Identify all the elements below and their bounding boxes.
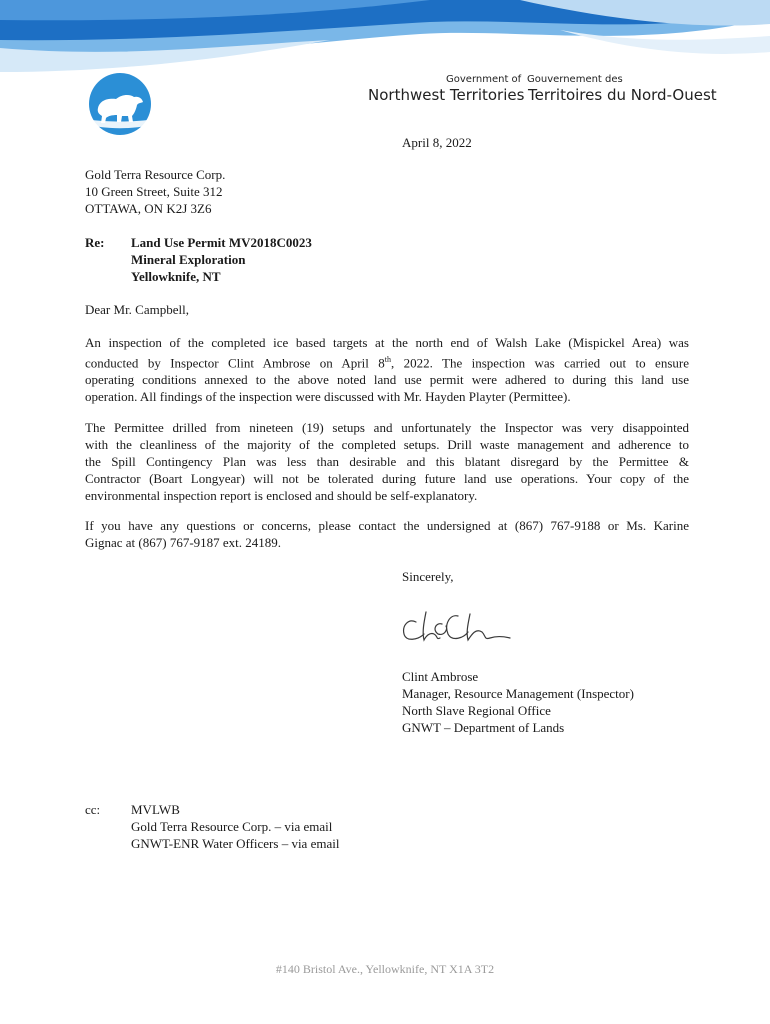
subject-line: Land Use Permit MV2018C0023 xyxy=(131,235,312,250)
paragraph-line: conducted by Inspector Clint Ambrose on April 8th, 2022. The inspection was carried out to ensure xyxy=(85,355,689,371)
footer-address: #140 Bristol Ave., Yellowknife, NT X1A 3T2 xyxy=(275,962,495,976)
handwritten-signature xyxy=(398,600,514,648)
recipient-line: OTTAWA, ON K2J 3Z6 xyxy=(85,201,212,216)
salutation: Dear Mr. Campbell, xyxy=(85,302,189,317)
signer-name: Clint Ambrose xyxy=(402,669,479,684)
paragraph-line: Gignac at (867) 767-9187 ext. 24189. xyxy=(85,535,282,550)
gouvernement-des-label: Gouvernement des xyxy=(527,74,623,85)
territoires-du-nord-ouest-label: Territoires du Nord-Ouest xyxy=(528,86,717,104)
subject-line: Mineral Exploration xyxy=(131,252,246,267)
cc-label: cc: xyxy=(85,802,101,817)
paragraph-contact xyxy=(85,517,689,551)
recipient-address xyxy=(85,166,225,217)
cc-item: GNWT-ENR Water Officers – via email xyxy=(131,836,340,851)
letter-date: April 8, 2022 xyxy=(402,135,472,150)
northwest-territories-label: Northwest Territories xyxy=(368,86,525,104)
signer-department: GNWT – Department of Lands xyxy=(402,720,565,735)
recipient-line: 10 Green Street, Suite 312 xyxy=(85,184,223,199)
paragraph-line: operation. All findings of the inspection were discussed with Mr. Hayden Playter (Permittee). xyxy=(85,389,571,405)
paragraph-findings xyxy=(85,419,689,504)
signer-office: North Slave Regional Office xyxy=(402,703,551,718)
paragraph-line: with the cleanliness of the majority of the completed setups. Drill waste management and adherence to xyxy=(85,437,689,452)
subject-line: Yellowknife, NT xyxy=(131,269,221,284)
paragraph-line: environmental inspection report is enclosed and should be self-explanatory. xyxy=(85,488,478,503)
paragraph-line: The Permittee drilled from nineteen (19) setups and unfortunately the Inspector was very disappointed xyxy=(85,420,689,435)
paragraph-line: Contractor (Boart Longyear) will not be tolerated during future land use operations. Your copy of the xyxy=(85,471,689,486)
re-label: Re: xyxy=(85,235,105,250)
cc-item: MVLWB xyxy=(131,802,180,817)
signer-title: Manager, Resource Management (Inspector) xyxy=(402,686,634,701)
paragraph-line: If you have any questions or concerns, please contact the undersigned at (867) 767-9188 or Ms. Karine xyxy=(85,518,689,533)
paragraph-line: An inspection of the completed ice based targets at the north end of Walsh Lake (Mispickel Area) was xyxy=(85,335,689,350)
recipient-line: Gold Terra Resource Corp. xyxy=(85,167,226,182)
polar-bear-logo-icon xyxy=(88,72,152,136)
subject-block xyxy=(131,234,312,285)
cc-list xyxy=(131,801,339,852)
paragraph-line: operating conditions annexed to the above noted land use permit were adhered to during this land use xyxy=(85,372,689,388)
paragraph-line: the Spill Contingency Plan was less than desirable and this blatant disregard by the Permittee & xyxy=(85,454,689,469)
government-of-label: Government of xyxy=(446,74,522,85)
closing: Sincerely, xyxy=(402,569,454,584)
cc-item: Gold Terra Resource Corp. – via email xyxy=(131,819,333,834)
paragraph-inspection xyxy=(85,334,689,405)
signer-block xyxy=(402,668,634,736)
